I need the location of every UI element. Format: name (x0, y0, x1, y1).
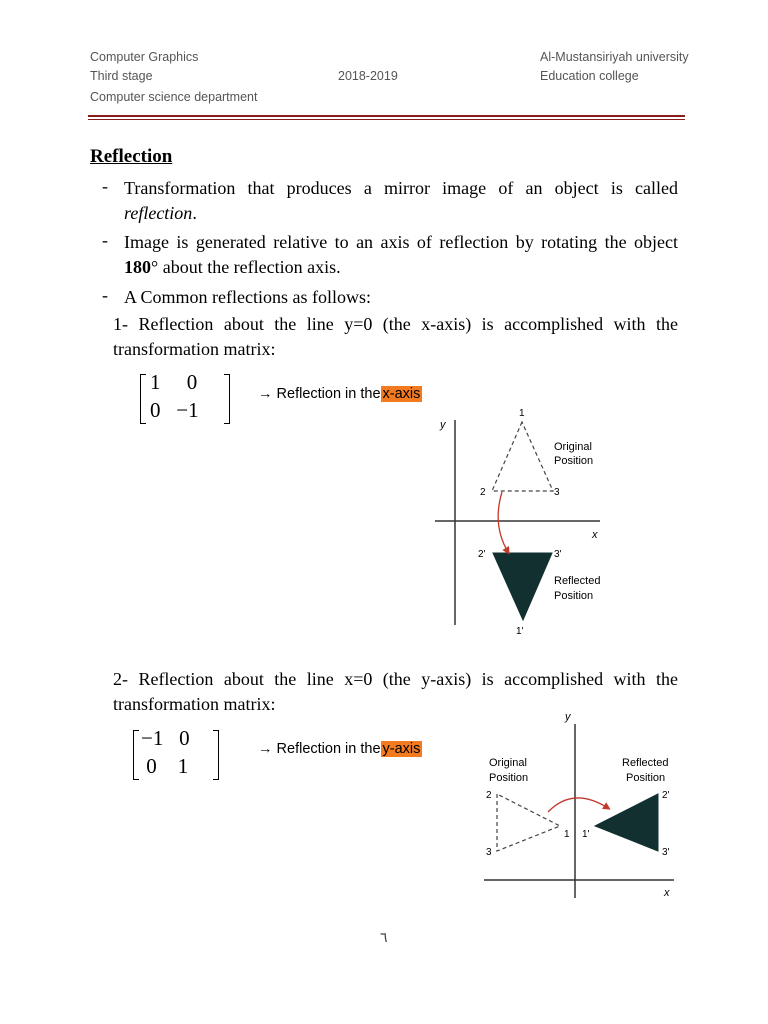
header-divider (88, 115, 685, 117)
reflection-arrow (548, 798, 608, 812)
bullet-strong: 180 (124, 257, 151, 277)
label-position: Position (489, 772, 529, 784)
label-position: Position (554, 590, 594, 602)
header-stage: Third stage (90, 69, 153, 83)
vertex-3: 3 (486, 847, 492, 858)
matrix-row: 0 −1 (150, 398, 199, 422)
matrix-row: 1 0 (150, 370, 198, 394)
original-triangle (492, 422, 553, 491)
reflected-triangle (493, 553, 552, 620)
matrix-bracket-left (140, 374, 146, 424)
header-course: Computer Graphics (90, 50, 199, 64)
bullet-marker: - (102, 176, 108, 196)
note-text: → Reflection in the (258, 741, 381, 757)
reflected-triangle (595, 794, 658, 851)
figure-y-reflection (478, 708, 688, 903)
label-original: Original (554, 441, 592, 453)
bullet-text: A Common reflections as follows: (124, 287, 371, 307)
vertex-1-prime: 1' (516, 626, 524, 637)
header-department: Computer science department (90, 90, 258, 104)
item1-text: 1- Reflection about the line y=0 (the x-axis) is accomplished with the transformation matrix: (113, 314, 678, 359)
vertex-3-prime: 3' (554, 549, 562, 560)
axis-label-y: y (565, 711, 571, 723)
header-divider-thin (88, 119, 685, 120)
header-year: 2018-2019 (338, 69, 398, 83)
bullet-text-part: Image is generated relative to an axis of reflection by rotating the object (124, 232, 678, 252)
vertex-1: 1 (564, 829, 570, 840)
matrix-bracket-left (133, 730, 139, 780)
vertex-2-prime: 2' (662, 790, 670, 801)
matrix-bracket-right (213, 730, 219, 780)
axis-label-x: x (664, 887, 670, 899)
label-reflected: Reflected (622, 757, 669, 769)
bullet-marker: - (102, 285, 108, 305)
figure-x-reflection (420, 400, 610, 640)
page-number: ٦ (380, 931, 388, 946)
label-position: Position (554, 455, 594, 467)
axis-label-x: x (592, 529, 598, 541)
original-triangle (497, 794, 560, 851)
vertex-3: 3 (554, 487, 560, 498)
vertex-2-prime: 2' (478, 549, 486, 560)
item1-note (258, 386, 422, 402)
label-original: Original (489, 757, 527, 769)
matrix-bracket-right (224, 374, 230, 424)
header-college: Education college (540, 69, 639, 83)
note-highlight: y-axis (382, 741, 421, 757)
matrix-y-reflection (133, 726, 233, 786)
section-title: Reflection (90, 146, 173, 167)
vertex-3-prime: 3' (662, 847, 670, 858)
matrix-row: −1 0 (141, 726, 190, 750)
matrix-row: 0 1 (141, 754, 189, 778)
header-university: Al-Mustansiriyah university (540, 50, 689, 64)
label-position: Position (626, 772, 666, 784)
vertex-2: 2 (480, 487, 486, 498)
bullet-text-part: . (192, 203, 197, 223)
vertex-2: 2 (486, 790, 492, 801)
item2-text: 2- Reflection about the line x=0 (the y-axis) is accomplished with the transformation matrix: (113, 669, 678, 714)
bullet-marker: - (102, 230, 108, 250)
bullet-text-part: ° about the reflection axis. (151, 257, 341, 277)
bullet-emphasis: reflection (124, 203, 193, 223)
bullet-text (124, 230, 678, 280)
axis-label-y: y (440, 419, 446, 431)
vertex-1: 1 (519, 408, 525, 419)
bullet-text-part: Transformation that produces a mirror image of an object is called (124, 178, 678, 198)
matrix-x-reflection (140, 370, 240, 430)
reflection-arrow (498, 492, 508, 552)
label-reflected: Reflected (554, 575, 601, 587)
bullet-text (124, 176, 678, 226)
vertex-1-prime: 1' (582, 829, 590, 840)
note-text: → Reflection in the (258, 386, 381, 402)
note-highlight: x-axis (382, 386, 421, 402)
item2-note (258, 741, 422, 757)
